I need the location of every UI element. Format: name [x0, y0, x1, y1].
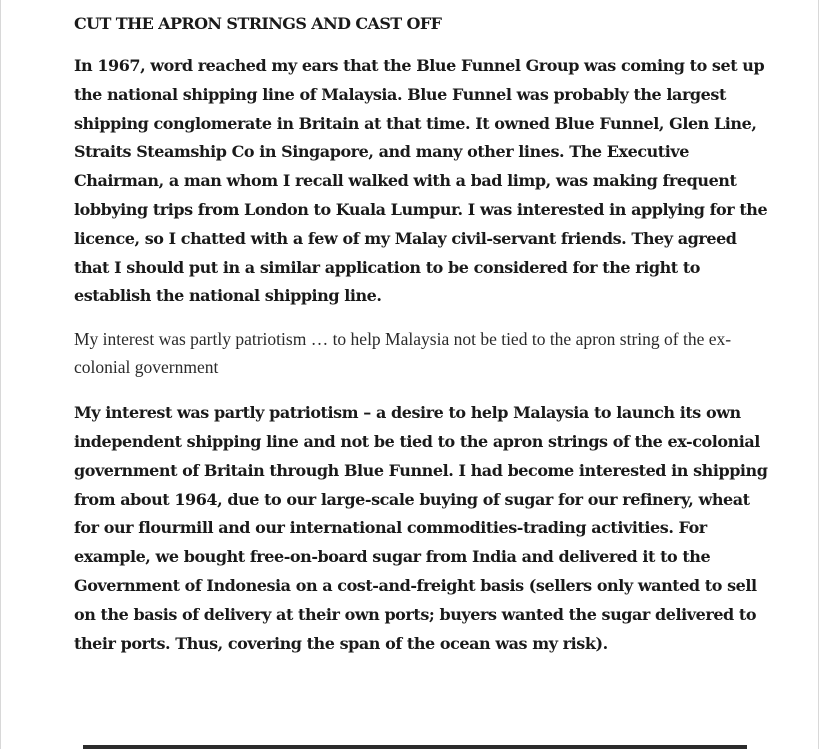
paragraph-1: In 1967, word reached my ears that the Blue Funnel Group was coming to set up the national shipping line of Malaysia. Blue Funnel was probably the largest shipping conglomerate in Britain at that time. It owned Blue Funnel, Glen Line, Straits Steamship Co in Singapore, and many other lines. The Executive Chairman, a man whom I recall walked with a bad limp, was making frequent lobbying trips from London to Kuala Lumpur. I was interested in applying for the licence, so I chatted with a few of my Malay civil-servant friends. They agreed that I should put in a similar application to be considered for the right to establish the national shipping line.	[74, 56, 768, 306]
article-body	[74, 10, 774, 658]
paragraph-2: My interest was partly patriotism – a desire to help Malaysia to launch its own independent shipping line and not be tied to the apron strings of the ex-colonial government of Britain through Blue Funnel. I had become interested in shipping from about 1964, due to our large-scale buying of sugar for our refinery, wheat for our flourmill and our international commodities-trading activities. For example, we bought free-on-board sugar from India and delivered it to the Government of Indonesia on a cost-and-freight basis (sellers only wanted to sell on the basis of delivery at their own ports; buyers wanted the sugar delivered to their ports. Thus, covering the span of the ocean was my risk).	[74, 403, 768, 653]
section-title: CUT THE APRON STRINGS AND CAST OFF	[74, 14, 442, 33]
bottom-divider	[83, 745, 747, 749]
pull-quote: My interest was partly patriotism … to help Malaysia not be tied to the apron string of the ex-colonial government	[74, 329, 732, 378]
